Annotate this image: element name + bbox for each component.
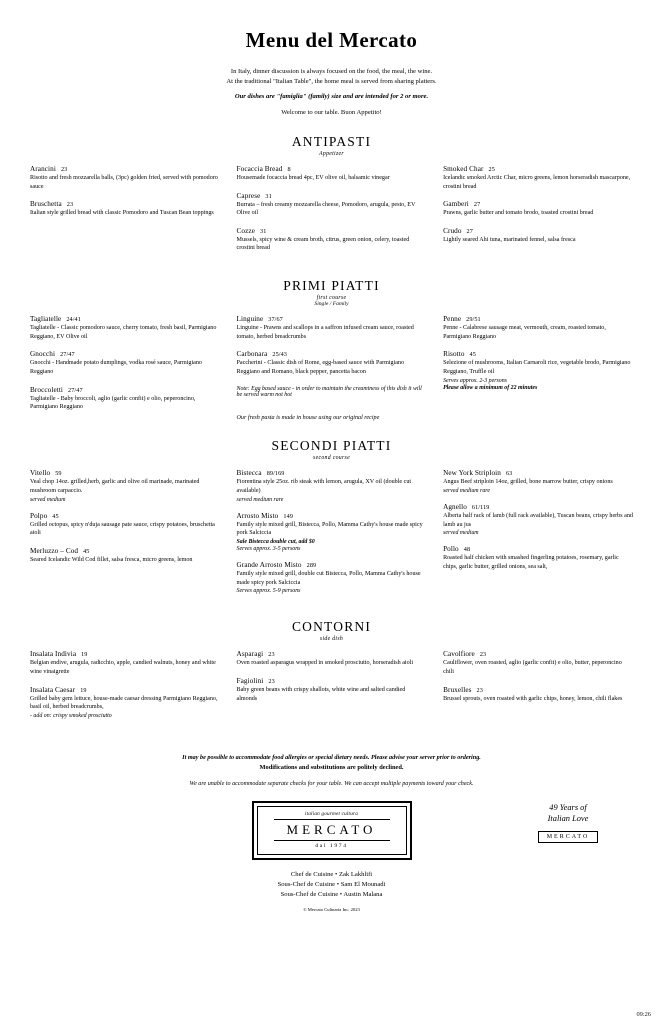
menu-column — [30, 469, 220, 603]
menu-column — [30, 650, 220, 728]
logo-divider-top — [274, 819, 390, 820]
item-name: Agnello 61/119 — [443, 503, 490, 512]
payment-note: We are unable to accommodate separate checks for your table. We can accept multiple payments toward your check. — [189, 780, 474, 787]
menu-item — [30, 469, 220, 502]
item-description: Mussels, spicy wine & cream broth, citrus, green onion, celery, toasted crostini bread — [236, 236, 410, 252]
item-price: 23 — [476, 686, 483, 694]
logo-tagline: italian gourmet cultura — [304, 810, 358, 817]
menu-item — [30, 650, 220, 676]
item-name: Insalata Caesar 19 — [30, 685, 87, 694]
menu-item — [30, 686, 220, 719]
menu-item — [443, 165, 633, 191]
section-header-contorni — [30, 619, 633, 642]
item-note-secondary: Please allow a minimum of 22 minutes — [443, 384, 538, 391]
menu-item — [30, 165, 220, 191]
item-price: 27/47 — [60, 351, 75, 359]
item-description: Veal chop 14oz. grilled,herb, garlic and olive oil marinade, marinated mushroom carpaccio. — [30, 479, 200, 495]
intro-line-2: At the traditional "Italian Table", the home meal is served from sharing platters. — [226, 78, 437, 86]
intro-line-1: In Italy, dinner discussion is always focused on the food, the meal, the wine. — [230, 68, 433, 75]
menu-item — [237, 227, 427, 253]
menu-item — [443, 227, 633, 245]
item-description: Baby green beans with crispy shallots, white wine and salted candied almonds — [236, 686, 406, 702]
item-price: 61/119 — [471, 504, 490, 512]
section-subtitle: Appetizer — [319, 150, 344, 157]
item-price: 25 — [488, 165, 495, 173]
item-price: 37/67 — [268, 316, 283, 324]
mercato-logo — [252, 801, 412, 860]
item-name: Tagliatelle 24/41 — [30, 315, 81, 324]
item-price: 23 — [268, 651, 275, 659]
menu-item — [443, 350, 633, 390]
item-name: Caprese 31 — [236, 191, 272, 200]
anniversary-badge — [513, 803, 623, 843]
item-note: served medium rare — [443, 488, 490, 495]
item-description: Grilled baby gem lettuce, house-made caesar dressing Parmigiano Reggiano, basil oil, herbed breadcrumbs, — [30, 695, 218, 711]
item-description: Grilled octopus, spicy n'duja sausage pate sauce, crispy potatoes, bruschetta aioli — [30, 521, 215, 537]
chef-list — [30, 870, 633, 900]
item-description: Brussel sprouts, oven roasted with garlic chips, honey, lemon, chili flakes — [443, 695, 623, 702]
item-name: Polpo 45 — [30, 511, 59, 520]
item-description: Fiorentina style 25oz. rib steak with lemon, arugula, XV oil (double cut available) — [236, 479, 412, 495]
item-note: served medium — [30, 496, 66, 503]
item-description: Risotto and fresh mozzarella balls, (3pc) golden fried, served with pomodoro sauce — [30, 174, 218, 190]
menu-column — [443, 165, 633, 262]
item-name: Smoked Char 25 — [443, 164, 495, 173]
item-price: 48 — [463, 546, 471, 554]
item-price: 149 — [283, 512, 293, 520]
item-description: Oven roasted asparagus wrapped in smoked prosciutto, horseradish aioli — [236, 660, 414, 667]
item-name: Cavolfiore 23 — [443, 650, 487, 659]
item-description: Gnocchi - Handmade potato dumplings, vodka rosé sauce, Parmigiano Reggiano — [30, 360, 202, 375]
allergy-note: It may be possible to accommodate food allergies or special dietary needs. Please advise your server prior to ordering. — [182, 753, 481, 761]
menu-item — [237, 192, 427, 218]
item-name: Vitello 59 — [30, 469, 62, 478]
item-name: Insalata Indivia 19 — [30, 650, 88, 659]
menu-column — [30, 165, 220, 262]
item-price: 45 — [83, 548, 90, 556]
item-description: Family style mixed grill, Bistecca, Pollo, Mamma Cathy's house made spicy pork Salciccia — [236, 521, 423, 537]
item-price: 23 — [268, 677, 275, 685]
section-primi-columns — [30, 315, 633, 422]
menu-column — [237, 315, 427, 422]
item-price: 27/47 — [68, 386, 83, 394]
item-note: served medium — [443, 530, 479, 537]
item-note: served medium rare — [236, 496, 284, 503]
section-subtitle-2: Single / Family — [314, 301, 349, 308]
item-price: 45 — [469, 351, 476, 359]
item-price: 29/51 — [466, 316, 481, 324]
item-price: 23 — [60, 165, 68, 173]
chef-line: Sous-Chef de Cuisine • Austin Malana — [280, 890, 383, 898]
item-price: 23 — [479, 651, 487, 659]
item-name: Grande Arrosto Misto 289 — [236, 561, 317, 570]
section-title: PRIMI PIATTI — [283, 278, 380, 294]
item-description: Tagliatelle - Baby broccoli, aglio (garlic confit) e olio, peperoncino, Parmigiano Reggiano — [30, 395, 196, 411]
item-name: Asparagi 23 — [236, 650, 275, 659]
item-name: Bistecca 89/169 — [236, 469, 285, 478]
item-description: Tagliatelle - Classic pomodoro sauce, cherry tomato, fresh basil, Parmigiano Reggiano, EV Olive oil — [30, 325, 217, 340]
item-name: Arancini 23 — [30, 164, 68, 173]
menu-column — [443, 650, 633, 728]
item-price: 24/41 — [66, 316, 81, 324]
item-description: Penne - Calabrese sausage meat, vermouth, cream, roasted tomato, Parmigiano Reggiano — [443, 325, 606, 340]
item-name: Merluzzo – Cod 45 — [30, 547, 90, 556]
item-price: 289 — [306, 562, 317, 570]
menu-item — [443, 200, 633, 218]
menu-item — [443, 469, 633, 494]
menu-column — [30, 315, 220, 422]
item-description: Cauliflower, oven roasted, aglio (garlic confit) e olio, butter, peperoncino chili — [443, 660, 622, 675]
item-name: Linguine 37/67 — [236, 315, 283, 324]
item-name: Bruschetta 23 — [30, 200, 74, 209]
item-name: Gamberi 27 — [443, 200, 481, 209]
section-subtitle: side dish — [319, 636, 344, 643]
item-note: Serves approx. 2-3 persons — [443, 377, 507, 384]
item-name: Focaccia Bread 8 — [236, 164, 291, 173]
menu-column — [237, 165, 427, 262]
item-description: Angus Beef striploin 14oz, grilled, bone marrow butter, crispy onions — [443, 479, 613, 486]
menu-column — [443, 315, 633, 422]
item-price: 23 — [66, 201, 74, 209]
item-name: Carbonara 25/43 — [236, 350, 287, 359]
page-title: Menu del Mercato — [245, 28, 418, 52]
item-price: 45 — [52, 512, 59, 520]
item-description: Roasted half chicken with smashed fingerling potatoes, rosemary, garlic chips, garlic butter, grilled onions, sea salt, — [443, 555, 619, 571]
item-description: Family style mixed grill, double cut Bistecca, Pollo, Mamma Cathy's house made spicy pork Salciccia — [236, 571, 421, 586]
section-title: CONTORNI — [291, 619, 372, 635]
menu-item — [443, 503, 633, 536]
intro-welcome: Welcome to our table. Buon Appetito! — [281, 108, 382, 116]
item-description: Lightly seared Ahi tuna, marinated fennel, salsa fresca — [443, 236, 576, 243]
menu-item — [30, 547, 220, 565]
anniversary-brand: MERCATO — [538, 831, 599, 843]
menu-item — [30, 386, 220, 412]
item-description: Prawns, garlic butter and tomato brodo, toasted crostini bread — [443, 210, 594, 217]
section-subtitle: first course — [316, 295, 347, 302]
item-description: Icelandic smoked Arctic Char, micro greens, lemon horseradish mascarpone, crostini bread — [443, 174, 631, 190]
menu-item — [237, 650, 427, 668]
menu-item — [30, 350, 220, 376]
menu-item — [30, 315, 220, 341]
item-description: Selezione of mushrooms, Italian Carnaroli rice, vegetable brodo, Parmigiano Reggiano, Truffle oil — [443, 360, 631, 375]
item-name: Crudo 27 — [443, 226, 473, 235]
footer-notes — [30, 754, 633, 787]
item-description: Burrata – fresh creamy mozzarella cheese, Pomodoro, arugula, pesto, EV Olive oil — [236, 201, 416, 217]
section-title: SECONDI PIATTI — [271, 438, 392, 454]
section-antipasti-columns — [30, 165, 633, 262]
menu-item — [443, 686, 633, 704]
menu-item — [237, 561, 427, 594]
menu-item — [443, 315, 633, 341]
item-price: 31 — [260, 227, 267, 235]
item-description: Linguine - Prawns and scallops in a saffron infused cream sauce, roasted tomato, herbed breadcrumbs — [236, 325, 414, 340]
item-name: Cozze 31 — [236, 226, 267, 235]
anniversary-years: 49 Years of — [549, 802, 587, 812]
logo-established: dal 1974 — [315, 842, 348, 849]
menu-column — [443, 469, 633, 603]
item-description: Housemade focaccia bread 4pc, EV olive oil, balsamic vinegar — [236, 174, 390, 181]
item-name: New York Striploin 63 — [443, 469, 513, 478]
logo-divider-bottom — [274, 840, 390, 841]
item-name: Penne 29/51 — [443, 315, 481, 324]
item-price: 89/169 — [266, 470, 285, 478]
item-price: 19 — [81, 651, 88, 659]
section-header-secondi-piatti — [30, 438, 633, 461]
item-description: Belgian endive, arugula, radicchio, apple, candied walnuts, honey and white wine vinaigrette — [30, 660, 216, 675]
item-description: Alberta half rack of lamb (full rack available), Tuscan beans, crispy herbs and lamb au jus — [443, 513, 633, 528]
item-price: 27 — [473, 201, 481, 209]
item-name: Broccoletti 27/47 — [30, 385, 83, 394]
modifications-note: Modifications and substitutions are politely declined. — [259, 763, 404, 771]
menu-column — [237, 469, 427, 603]
logo-brand: MERCATO — [286, 821, 377, 837]
menu-item — [30, 200, 220, 218]
item-note: Sale Bistecca double cut, add $0 — [236, 539, 315, 546]
item-note: Note: Egg based sauce - in order to maintain the creaminess of this dish it will be served warm not hot — [236, 385, 422, 398]
menu-item — [443, 650, 633, 676]
menu-item — [237, 469, 427, 502]
menu-item — [237, 512, 427, 552]
section-subtitle: second course — [313, 455, 350, 462]
item-price: 59 — [55, 470, 62, 478]
section-contorni-columns — [30, 650, 633, 728]
item-price: 25/43 — [272, 351, 287, 359]
chef-line: Sous-Chef de Cuisine • Sam El Mounadi — [277, 880, 386, 888]
menu-column — [237, 650, 427, 728]
item-name: Gnocchi 27/47 — [30, 350, 75, 359]
item-description: Seared Icelandic Wild Cod fillet, salsa fresca, micro greens, lemon — [30, 557, 193, 564]
menu-item — [237, 165, 427, 183]
menu-item — [237, 315, 427, 341]
copyright: © Mercato Culinaria Inc. 2023 — [303, 906, 360, 912]
item-name: Arrosto Misto 149 — [236, 511, 293, 520]
section-title: ANTIPASTI — [291, 133, 372, 149]
menu-item — [237, 677, 427, 703]
section-header-antipasti — [30, 134, 633, 157]
item-price: 27 — [466, 227, 473, 235]
item-price: 8 — [287, 165, 291, 173]
item-price: 31 — [265, 192, 272, 200]
footer-logo-row — [30, 801, 633, 860]
section-secondi-columns — [30, 469, 633, 603]
intro-emphasis: Our dishes are "famiglia" (family) size and are intended for 2 or more. — [234, 93, 429, 101]
item-note: - add on: crispy smoked prosciutto — [30, 712, 112, 719]
section-note: Our fresh pasta is made in house using our original recipe — [236, 414, 380, 421]
menu-item — [237, 350, 427, 397]
item-price: 19 — [80, 686, 87, 694]
item-note-secondary: Serves approx. 3-5 persons — [236, 546, 301, 553]
item-price: 63 — [505, 470, 513, 478]
item-name: Bruxelles 23 — [443, 685, 483, 694]
item-note: Serves approx. 5-9 persons — [236, 588, 301, 595]
item-description: Italian style grilled bread with classic Pomodoro and Tuscan Bean toppings — [30, 210, 214, 217]
item-name: Risotto 45 — [443, 350, 476, 359]
item-description: Paccherini - Classic dish of Rome, egg-based sauce with Parmigiano Reggiano and Romano, black pepper, pancetta bacon — [236, 360, 405, 375]
clock: 09:26 — [636, 1011, 651, 1018]
menu-item — [443, 545, 633, 571]
chef-line: Chef de Cuisine • Zak Lakhlifi — [290, 870, 373, 878]
menu-item — [30, 512, 220, 538]
intro-block — [30, 67, 633, 118]
item-name: Fagiolini 23 — [236, 676, 275, 685]
anniversary-love: Italian Love — [547, 813, 589, 823]
section-header-primi-piatti — [30, 278, 633, 307]
item-name: Pollo 48 — [443, 545, 471, 554]
